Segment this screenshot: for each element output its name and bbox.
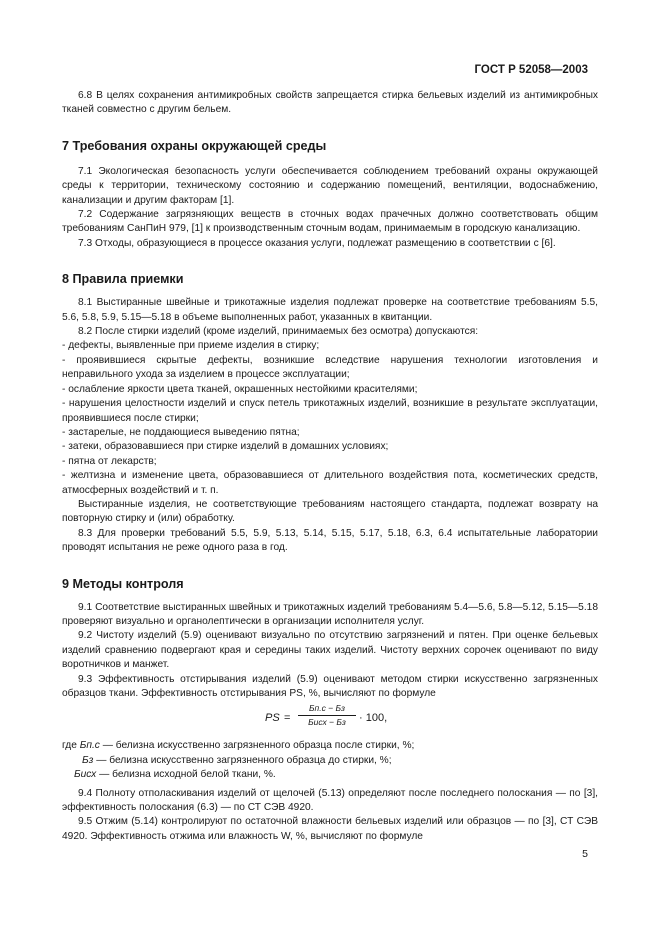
- definition-text: — белизна искусственно загрязненного образца до стирки, %;: [93, 754, 392, 766]
- list-item: - затеки, образовавшиеся при стирке изделий в домашних условиях;: [62, 441, 389, 453]
- formula-denominator: Бисх − Бз: [308, 717, 346, 728]
- definition-prefix: где: [62, 740, 80, 752]
- definition-line: [62, 768, 598, 782]
- page-number: 5: [582, 848, 588, 860]
- section-8-title: 8 Правила приемки: [62, 272, 184, 287]
- list-item: - желтизна и изменение цвета, образовавшиеся от длительного воздействия пота, косметических средств, атмосферных воздействий и т. п.: [62, 470, 598, 496]
- paragraph-8-2: 8.2 После стирки изделий (кроме изделий, принимаемых без осмотра) допускаются:: [78, 326, 479, 338]
- section-9-title: 9 Методы контроля: [62, 576, 184, 591]
- definition-text: — белизна исходной белой ткани, %.: [96, 769, 276, 781]
- definition-symbol: Бисх: [74, 769, 97, 781]
- list-item: - ослабление яркости цвета тканей, окрашенных нестойкими красителями;: [62, 383, 418, 395]
- definition-line: [62, 754, 598, 768]
- paragraph-8-1: 8.1 Выстиранные швейные и трикотажные изделия подлежат проверке на соответствие требованиям 5.5, 5.6, 5.8, 5.9, 5.15—5.18 в объеме выполненных работ, указанных в квитанции.: [62, 297, 598, 323]
- paragraph-9-5: 9.5 Отжим (5.14) контролируют по остаточной влажности бельевых изделий или образцов — по [3], СТ СЭВ 4920. Эффективность отжима или влажность W, %, вычисляют по формуле: [62, 816, 598, 842]
- list-item: - застарелые, не поддающиеся выведению пятна;: [62, 426, 300, 438]
- formula-multiplier: · 100,: [359, 712, 388, 725]
- paragraph-7-1: 7.1 Экологическая безопасность услуги обеспечивается соблюдением требований охраны окружающей среды к территории, техническому состоянию и содержанию помещений, вентиляции, водоснабжению, канализации и другим факторам [1].: [62, 165, 598, 206]
- paragraph-8-3: 8.3 Для проверки требований 5.5, 5.9, 5.13, 5.14, 5.15, 5.17, 5.18, 6.3, 6.4 испытательные лаборатории проводят испытания не реже одного раза в год.: [62, 527, 598, 554]
- document-body: [62, 89, 598, 844]
- formula-equals: =: [284, 712, 291, 725]
- paragraph-9-2: 9.2 Чистоту изделий (5.9) оценивают визуально по отсутствию загрязнений и пятен. При оценке бельевых изделий сравнению подвергают края и середины таких изделий. Чистоту верхних сорочек оценивают по виду воротничков и манжет.: [62, 630, 598, 671]
- formula-lhs: PS: [265, 712, 280, 725]
- paragraph-7-2: 7.2 Содержание загрязняющих веществ в сточных водах прачечных должно соответствовать общим требованиям СанПиН 979, [1] к производственным сточным водам, принимаемым в городскую канализацию.: [62, 209, 598, 235]
- list-item: - нарушения целостности изделий и спуск петель трикотажных изделий, возникшие в результате эксплуатации, проявившиеся после стирки;: [62, 398, 598, 424]
- list-item: - пятна от лекарств;: [62, 455, 157, 467]
- paragraph-9-3: 9.3 Эффективность отстирывания изделий (5.9) оценивают методом стирки искусственно загрязненных образцов ткани. Эффективность отстирывания PS, %, вычисляют по формуле: [62, 673, 598, 699]
- formula-fraction: [298, 702, 356, 728]
- formula-numerator: Бп.с − Бз: [298, 702, 356, 716]
- list-item: - проявившиеся скрытые дефекты, возникшие вследствие нарушения технологии изготовления и неправильного ухода за изделием в процессе эксплуатации;: [62, 354, 598, 381]
- definition-line: [62, 739, 598, 753]
- standard-header: ГОСТ Р 52058—2003: [474, 64, 588, 76]
- paragraph-9-4: 9.4 Полноту отполаскивания изделий от щелочей (5.13) определяют после последнего полоскания — по [3], эффективность полоскания (6.3) — по СТ СЭВ 4920.: [62, 787, 598, 814]
- definition-symbol: Бп.с: [79, 740, 100, 752]
- paragraph-8-2-return: Выстиранные изделия, не соответствующие требованиям настоящего стандарта, подлежат возврату на повторную стирку и (или) обработку.: [62, 498, 598, 525]
- ps-formula: [62, 701, 598, 739]
- definition-symbol: Бз: [82, 754, 94, 766]
- definition-text: — белизна искусственно загрязненного образца после стирки, %;: [99, 740, 415, 752]
- paragraph-6-8: 6.8 В целях сохранения антимикробных свойств запрещается стирка бельевых изделий из антимикробных тканей совместно с другим бельем.: [62, 90, 598, 116]
- section-7-title: 7 Требования охраны окружающей среды: [62, 138, 327, 153]
- list-item: - дефекты, выявленные при приеме изделия в стирку;: [62, 340, 320, 352]
- paragraph-7-3: 7.3 Отходы, образующиеся в процессе оказания услуги, подлежат размещению в соответствии с [6].: [78, 237, 556, 249]
- paragraph-9-1: 9.1 Соответствие выстиранных швейных и трикотажных изделий требованиям 5.4—5.6, 5.8—5.12, 5.15—5.18 проверяют визуально и органолептически в организации исполнителя услуг.: [62, 601, 598, 627]
